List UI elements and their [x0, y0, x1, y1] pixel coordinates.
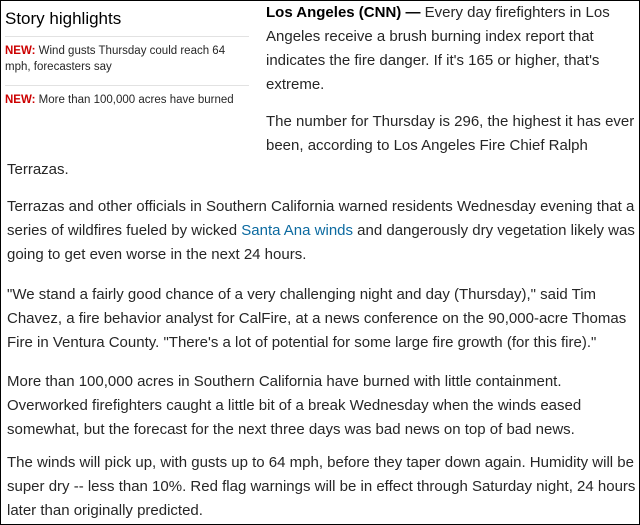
story-highlights-title: Story highlights	[5, 9, 122, 28]
article-paragraph-1	[266, 1, 636, 97]
highlight-item	[5, 85, 249, 117]
article-paragraph-5: More than 100,000 acres in Southern California have burned with little containment. Overworked firefighters caught a little bit of a break Wednesday when the winds eased somewhat, but the forecast for the next three days was bad news on top of bad news.	[7, 373, 582, 438]
article-paragraph-2: The number for Thursday is 296, the highest it has ever been, according to Los Angeles Fire Chief Ralph	[266, 113, 635, 154]
paragraph-text: Terrazas and other officials in Southern California warned residents Wednesday evening that a series of wildfires fueled by wicked	[7, 198, 635, 239]
paragraph-text: and dangerously dry vegetation likely was going to get even worse in the next 24 hours.	[7, 222, 635, 263]
new-tag: NEW:	[5, 94, 36, 106]
story-highlights	[5, 1, 249, 119]
new-tag: NEW:	[5, 45, 36, 57]
article-paragraph-3	[7, 195, 637, 267]
highlight-text: Wind gusts Thursday could reach 64 mph, forecasters say	[5, 45, 226, 73]
article-paragraph-2-end: Terrazas.	[7, 161, 69, 178]
dateline: Los Angeles (CNN) —	[266, 4, 421, 21]
article-paragraph-4: "We stand a fairly good chance of a very challenging night and day (Thursday)," said Tim Chavez, a fire behavior analyst for CalFire, at a news conference on the 90,000-acre Thomas Fire in Ventura County. "There's a lot of potential for some large fire growth (for this fire)."	[7, 286, 627, 351]
article-paragraph-6: The winds will pick up, with gusts up to 64 mph, before they taper down again. Humidity will be super dry -- less than 10%. Red flag warnings will be in effect through Saturday night, 24 hours later than originally predicted.	[7, 454, 636, 519]
santa-ana-winds-link[interactable]: Santa Ana winds	[241, 222, 354, 239]
highlight-text: More than 100,000 acres have burned	[35, 94, 234, 106]
paragraph-text: Every day firefighters in Los Angeles receive a brush burning index report that indicates the fire danger. If it's 165 or higher, that's extreme.	[266, 4, 610, 93]
highlight-item	[5, 36, 249, 84]
